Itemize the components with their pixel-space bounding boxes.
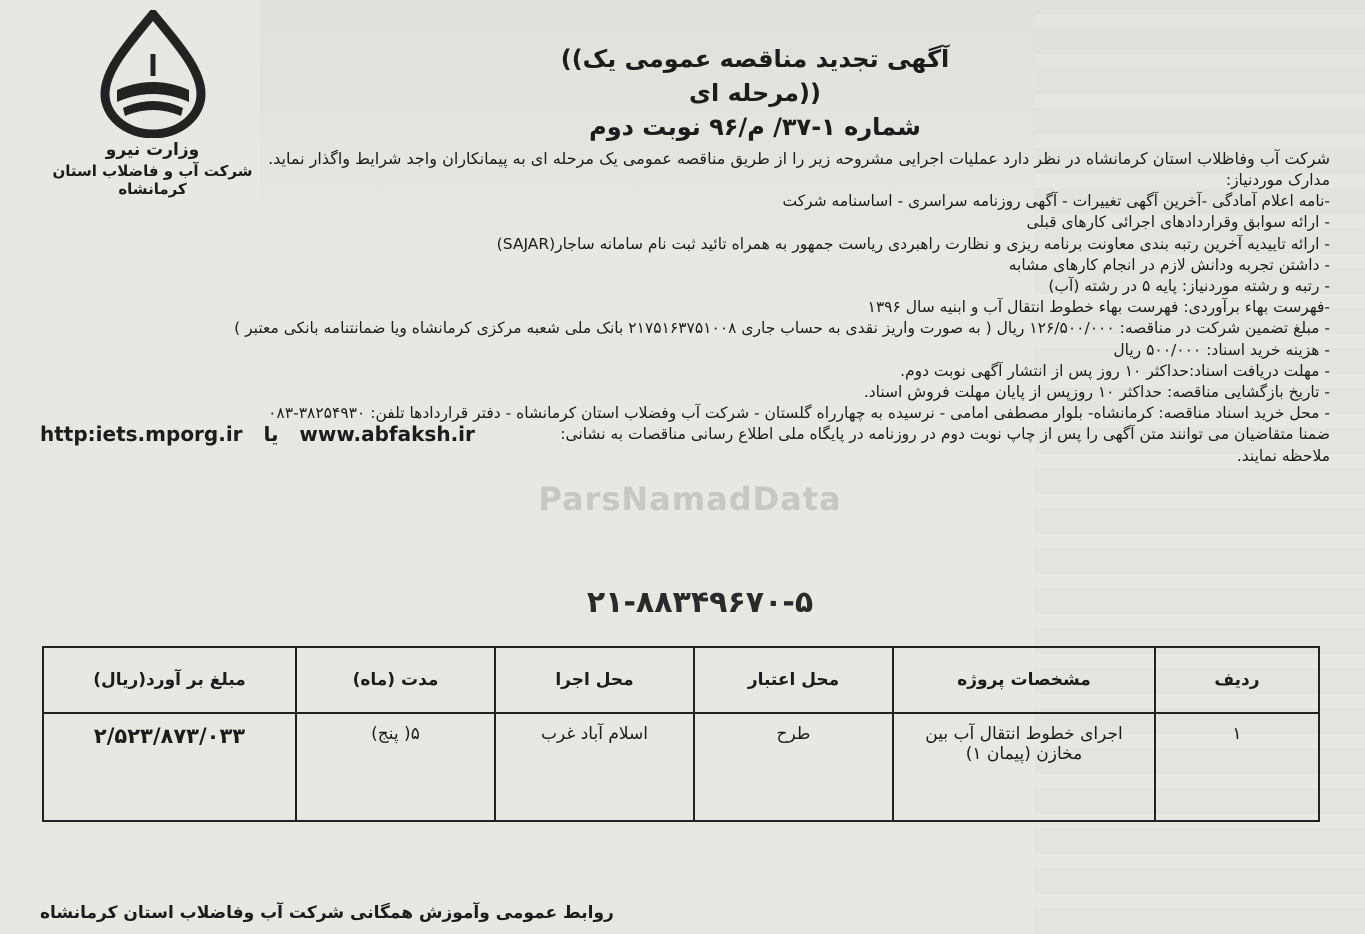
- title-line-2: شماره ۱-۳۷/ م/۹۶ نوبت دوم: [589, 113, 921, 141]
- url-mporg-link[interactable]: http:iets.mporg.ir: [40, 422, 243, 447]
- requirement-item: -نامه اعلام آمادگی -آخرین آگهی تغییرات - آگهی روزنامه سراسری - اساسنامه شرکت: [782, 192, 1330, 211]
- table-header-row: [43, 647, 1319, 713]
- company-name: شرکت آب و فاضلاب استان کرمانشاه: [52, 162, 253, 198]
- cell-duration: ۵( پنج): [296, 713, 495, 821]
- notice-paragraph: [40, 424, 1330, 445]
- water-drop-logo-icon: [83, 10, 223, 138]
- ministry-label: وزارت نیرو: [105, 140, 200, 160]
- requirement-item: - هزینه خرید اسناد: ۵۰۰/۰۰۰ ریال: [1113, 340, 1330, 359]
- col-header-location: محل اجرا: [495, 647, 694, 713]
- col-header-duration: مدت (ماه): [296, 647, 495, 713]
- col-header-row-number: ردیف: [1155, 647, 1319, 713]
- project-line-2: مخازن (پیمان ۱): [965, 744, 1083, 764]
- cell-row-number: ۱: [1155, 713, 1319, 821]
- col-header-amount: مبلغ بر آورد(ریال): [43, 647, 296, 713]
- watermark-text: ParsNamadData: [538, 480, 842, 518]
- cell-funding: طرح: [694, 713, 893, 821]
- notice-body: [40, 148, 1330, 467]
- requirement-item: - ارائه سوابق وقراردادهای اجرائی کارهای قبلی: [1026, 213, 1330, 232]
- requirement-item: - محل خرید اسناد مناقصه: کرمانشاه- بلوار مصطفی امامی - نرسیده به چهارراه گلستان - شرکت آب وفضلاب استان کرمانشاه - دفتر قراردادها تلفن: ۳۸۲۵۴۹۳۰-۰۸۳: [268, 404, 1330, 423]
- requirement-item: - داشتن تجربه ودانش لازم در انجام کارهای مشابه: [1008, 255, 1330, 274]
- cell-project: [893, 713, 1155, 821]
- requirement-item: - مهلت دریافت اسناد:حداکثر ۱۰ روز پس از انتشار آگهی نوبت دوم.: [900, 361, 1330, 380]
- col-header-funding: محل اعتبار: [694, 647, 893, 713]
- url-group: [40, 424, 475, 445]
- notice-text: ضمنا متقاضیان می توانند متن آگهی را پس از چاپ نوبت دوم در روزنامه در پایگاه ملی اطلاع رسانی مناقصات به نشانی:: [560, 425, 1330, 444]
- col-header-project: مشخصات پروژه: [893, 647, 1155, 713]
- tender-table: [42, 646, 1320, 822]
- notice-end: ملاحظه نمایند.: [1236, 446, 1330, 465]
- title-line-1: ((آگهی تجدید مناقصه عمومی یک مرحله ای)): [560, 45, 950, 107]
- requirement-item: - تاریخ بازگشایی مناقصه: حداکثر ۱۰ روزپس از پایان مهلت فروش اسناد.: [863, 383, 1330, 402]
- requirement-item: -فهرست بهاء برآوردی: فهرست بهاء خطوط انتقال آب و ابنیه سال ۱۳۹۶: [867, 298, 1330, 317]
- stamp-phone-number: ۲۱-۸۸۳۴۹۶۷۰-۵: [586, 585, 814, 620]
- intro-paragraph: شرکت آب وفاظلاب استان کرمانشاه در نظر دارد عملیات اجرایی مشروحه زیر را از طریق مناقصه عمومی یک مرحله ای به پیمانکاران واجد شرایط واگذار نماید.: [268, 149, 1330, 168]
- requirement-item: - مبلغ تضمین شرکت در مناقصه: ۱۲۶/۵۰۰/۰۰۰ ریال ( به صورت واریز نقدی به حساب جاری ۲۱۷۵۱۶۳۷۵۱۰۰۸ بانک ملی شعبه مرکزی کرمانشاه ویا ضمانتنامه بانکی معتبر ): [234, 319, 1330, 338]
- url-separator: یا: [263, 422, 279, 447]
- cell-amount: ۲/۵۲۳/۸۷۳/۰۳۳: [43, 713, 296, 821]
- requirements-heading: مدارک موردنیاز:: [1225, 171, 1330, 189]
- project-line-1: اجرای خطوط انتقال آب بین: [925, 724, 1123, 744]
- footer-signature: روابط عمومی وآموزش همگانی شرکت آب وفاضلاب استان کرمانشاه: [40, 903, 614, 923]
- table-row: [43, 713, 1319, 821]
- requirement-item: - رتبه و رشته موردنیاز: پایه ۵ در رشته (آب): [1048, 277, 1330, 296]
- requirement-item: - ارائه تاییدیه آخرین رتبه بندی معاونت برنامه ریزی و نظارت راهبردی ریاست جمهور به همراه تائید ثبت نام سامانه ساجار(SAJAR): [496, 234, 1330, 253]
- cell-location: اسلام آباد غرب: [495, 713, 694, 821]
- url-abfaksh-link[interactable]: www.abfaksh.ir: [299, 422, 475, 447]
- notice-title: [540, 42, 970, 144]
